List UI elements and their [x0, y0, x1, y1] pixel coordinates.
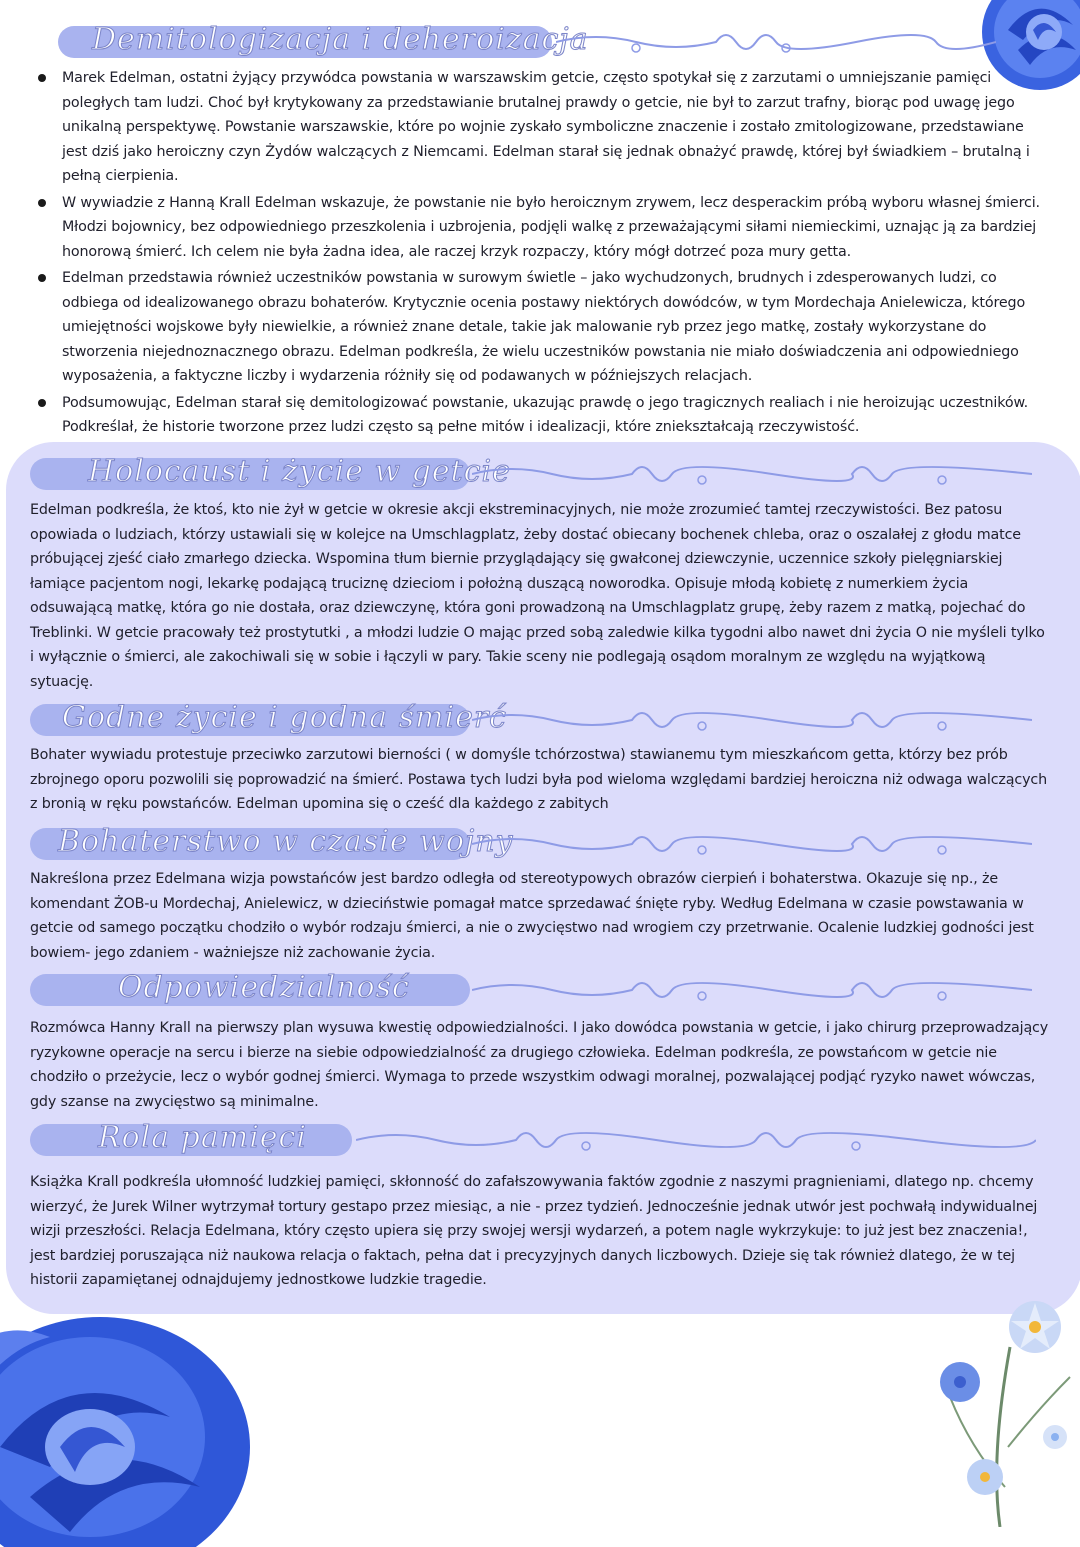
list-item: Edelman przedstawia również uczestników powstania w surowym świetle – jako wychudzonych, brudnych i zdesperowanych ludzi, co odbiega od idealizowanego obrazu bohaterów. Krytycznie ocenia postawy niektórych dowódców, w tym Mordechaja Anielewicza, którego umiejętności wojskowe były niewielkie, a również znane detale, takie jak malowanie ryb przez jego matkę, zostały wykorzystane do stworzenia niejednoznacznego obrazu. Edelman podkreśla, że wielu uczestników powstania nie miało doświadczenia ani odpowiedniego wyposażenia, a faktyczne liczby i wydarzenia różniły się od podawanych w późniejszych relacjach.	[36, 266, 1046, 389]
swirl-divider-icon	[556, 28, 996, 58]
section-heading-odpowiedzialnosc	[0, 970, 1080, 1010]
section-heading-pamiec	[0, 1120, 1080, 1160]
list-item: W wywiadzie z Hanną Krall Edelman wskazuje, że powstanie nie było heroicznym zrywem, lecz desperackim próbą wyboru własnej śmierci. Młodzi bojownicy, bez odpowiedniego przeszkolenia i uzbrojenia, podjęli walkę z przeważającymi siłami niemieckimi, uznając ją za bardziej honorową śmierć. Ich celem nie była żadna idea, ale raczej krzyk rozpaczy, który mógł dotrzeć poza mury getta.	[36, 191, 1046, 265]
section-heading-bohaterstwo	[0, 824, 1080, 864]
cornflower-icon	[930, 1287, 1080, 1527]
section-heading-holocaust	[0, 454, 1080, 494]
swirl-divider-icon	[472, 460, 1032, 490]
swirl-divider-icon	[472, 976, 1032, 1006]
section-heading-godne-zycie	[0, 700, 1080, 740]
section-heading-demitologizacja	[0, 22, 1080, 62]
bohaterstwo-paragraph: Nakreślona przez Edelmana wizja powstańców jest bardzo odległa od stereotypowych obrazów cierpień i bohaterstwa. Okazuje się np., że komendant ŻOB-u Mordechaj, Anielewicz, w dzieciństwie pomagał matce sprzedawać śnięte ryby. Według Edelmana w czasie powstawania w getcie od samego początku chodziło o wybór rodzaju śmierci, a nie o zwycięstwo nad wrogiem czy przetrwanie. Ocalenie ludzkiej godności jest bowiem- jego zdaniem - ważniejsze niż zachowanie życia.	[30, 871, 1034, 961]
blue-rose-icon	[0, 1297, 260, 1547]
demitologizacja-bullet-list	[36, 66, 1046, 442]
swirl-divider-icon	[356, 1126, 1036, 1156]
godne-zycie-paragraph: Bohater wywiadu protestuje przeciwko zarzutowi bierności ( w domyśle tchórzostwa) stawianemu tym mieszkańcom getta, którzy bez prób zbrojnego oporu pozwolili się poprowadzić na śmierć. Postawa tych ludzi była pod wieloma względami bardziej heroiczna niż odwaga walczących z bronią w ręku powstańców. Edelman upomina się o cześć dla każdego z zabitych	[30, 747, 1048, 812]
heading-title: Bohaterstwo w czasie wojny	[58, 824, 514, 859]
swirl-divider-icon	[472, 830, 1032, 860]
holocaust-paragraph: Edelman podkreśla, że ktoś, kto nie żył w getcie w okresie akcji ekstreminacyjnych, nie może zrozumieć tamtej rzeczywistości. Bez patosu opowiada o ludziach, którzy ustawiali się w kolejce na Umschlagplatz, żeby dostać obiecany bochenek chleba, oraz o oszalałej z głodu matce próbującej zjeść ciało zmarłego dziecka. Wspomina tłum biernie przyglądający się gwałconej dziewczynie, uczennice szkoły pielęgniarskiej łamiące pacjentom nogi, lekarkę podającą truciznę dzieciom i położną duszącą noworodka. Opisuje młodą kobietę z numerkiem życia odsuwającą matkę, która go nie dostała, oraz dziewczynę, która goni prowadzoną na Umschlagplatz grupę, żeby razem z matką, pojechać do Treblinki. W getcie pracowały też prostytutki , a młodzi ludzie O mając przed sobą zaledwie kilka tygodni albo nawet dni życia O nie myśleli tylko i wyłącznie o śmierci, ale zakochiwali się w sobie i łączyli w pary. Takie sceny nie podlegają osądom moralnym ze względu na wyjątkową sytuację.	[30, 502, 1045, 690]
heading-title: Demitologizacja i deheroizacja	[92, 22, 589, 57]
pamiec-paragraph: Książka Krall podkreśla ułomność ludzkiej pamięci, skłonność do zafałszowywania faktów zgodnie z naszymi pragnieniami, dlatego np. chcemy wierzyć, że Jurek Wilner wytrzymał tortury gestapo przez miesiąc, a nie - przez tydzień. Jednocześnie jednak utwór jest pochwałą indywidualnej wizji przeszłości. Relacja Edelmana, który często upiera się przy swojej wersji wydarzeń, a potem nagle wykrzykuje: to już jest bez znaczenia!, jest bardziej poruszająca niż naukowa relacja o faktach, pełna dat i precyzyjnych danych liczbowych. Dzieje się tak również dlatego, że w tej historii zapamiętanej odnajdujemy jednostkowe ludzkie tragedie.	[30, 1174, 1038, 1288]
heading-title: Rola pamięci	[98, 1120, 307, 1155]
swirl-divider-icon	[472, 706, 1032, 736]
odpowiedzialnosc-paragraph: Rozmówca Hanny Krall na pierwszy plan wysuwa kwestię odpowiedzialności. I jako dowódca powstania w getcie, i jako chirurg przeprowadzający ryzykowne operacje na sercu i bierze na siebie odpowiedzialność za drugiego człowieka. Edelman podkreśla, ze powstańcom w getcie nie chodziło o przeżycie, lecz o wybór godnej śmierci. Wymaga to przede wszystkim odwagi moralnej, pozwalającej podjąć ryzyko nawet wówczas, gdy szanse na zwycięstwo są minimalne.	[30, 1020, 1049, 1110]
heading-title: Odpowiedzialność	[118, 970, 410, 1005]
list-item: Podsumowując, Edelman starał się demitologizować powstanie, ukazując prawdę o jego tragicznych realiach i nie heroizując uczestników. Podkreślał, że historie tworzone przez ludzi często są pełne mitów i idealizacji, które zniekształcają rzeczywistość.	[36, 391, 1046, 440]
heading-title: Godne życie i godna śmierć	[62, 700, 507, 735]
list-item: Marek Edelman, ostatni żyjący przywódca powstania w warszawskim getcie, często spotykał się z zarzutami o umniejszanie pamięci poległych tam ludzi. Choć był krytykowany za przedstawianie brutalnej prawdy o getcie, nie był to zarzut trafny, biorąc pod uwagę jego unikalną perspektywę. Powstanie warszawskie, które po wojnie zyskało symboliczne znaczenie i zostało zmitologizowane, przedstawiane jest dziś jako heroiczny czyn Żydów walczących z Niemcami. Edelman starał się jednak obnażyć prawdę, której był świadkiem – brutalną i pełną cierpienia.	[36, 66, 1046, 189]
heading-title: Holocaust i życie w getcie	[88, 454, 511, 489]
